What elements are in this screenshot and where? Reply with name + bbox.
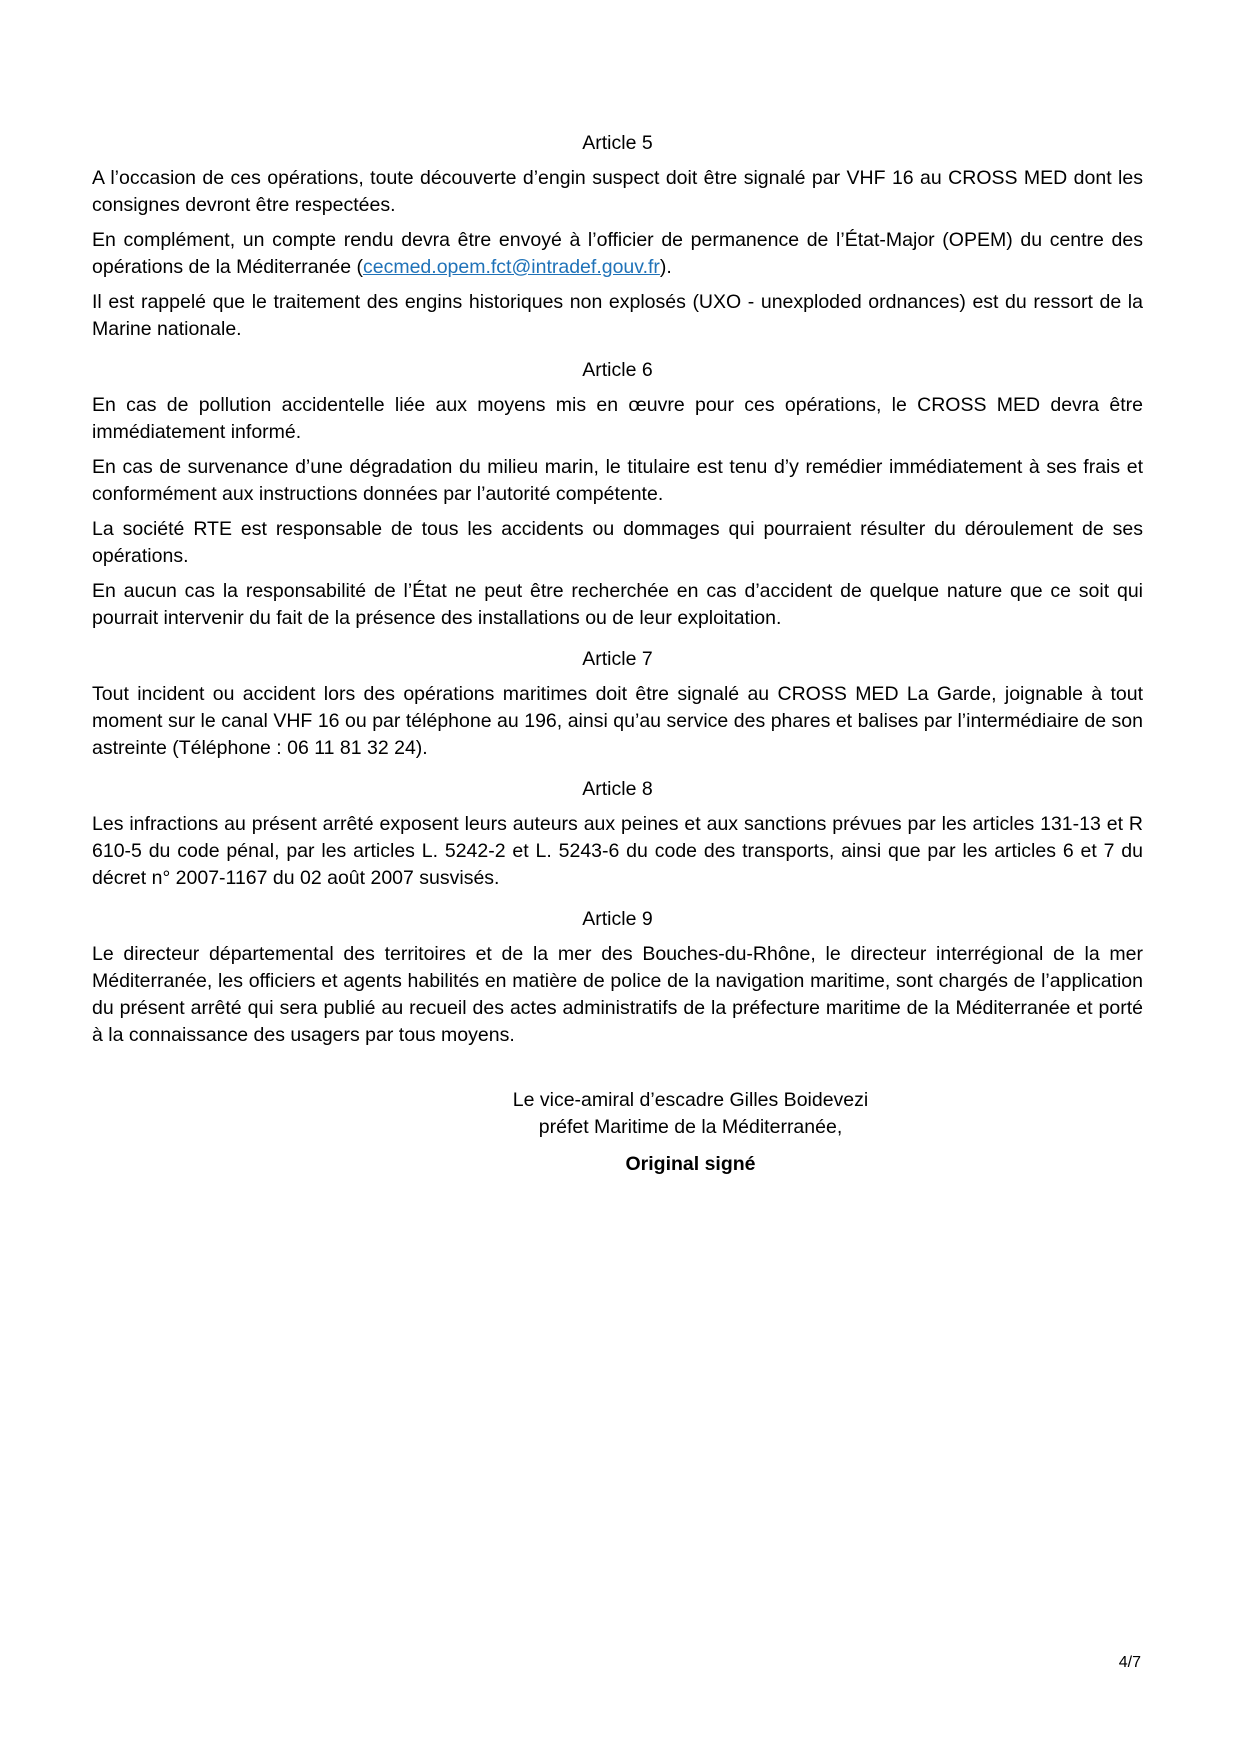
paragraph: En cas de pollution accidentelle liée aux moyens mis en œuvre pour ces opérations, le CROSS MED devra être immédiatement informé. [92,394,1143,443]
article-8-heading: Article 8 [582,778,653,800]
paragraph-text-before-link: En complément, un compte rendu devra être envoyé à l’officier de permanence de l’État-Major (OPEM) du centre des opérations de la Méditerranée ( [92,229,1143,278]
paragraph: Les infractions au présent arrêté exposent leurs auteurs aux peines et aux sanctions prévues par les articles 131-13 et R 610-5 du code pénal, par les articles L. 5242-2 et L. 5243-6 du code des transports, ainsi que par les articles 6 et 7 du décret n° 2007-1167 du 02 août 2007 susvisés. [92,813,1143,889]
article-7-section [92,646,1143,762]
page-number: 4/7 [1118,1654,1141,1671]
signature-name-line: Le vice-amiral d’escadre Gilles Boidevezi [512,1089,869,1111]
signature-original-signed: Original signé [625,1153,756,1175]
paragraph-text-after-link: ). [659,256,672,278]
article-6-section [92,357,1143,632]
article-5-section [92,130,1143,343]
article-8-section [92,776,1143,892]
paragraph: A l’occasion de ces opérations, toute découverte d’engin suspect doit être signalé par VHF 16 au CROSS MED dont les consignes devront être respectées. [92,167,1143,216]
article-9-section [92,906,1143,1049]
paragraph: Tout incident ou accident lors des opérations maritimes doit être signalé au CROSS MED La Garde, joignable à tout moment sur le canal VHF 16 ou par téléphone au 196, ainsi qu’au service des phares et balises par l’intermédiaire de son astreinte (Téléphone : 06 11 81 32 24). [92,683,1143,759]
article-5-heading: Article 5 [582,132,653,154]
paragraph: La société RTE est responsable de tous les accidents ou dommages qui pourraient résulter du déroulement de ses opérations. [92,518,1143,567]
email-link[interactable]: cecmed.opem.fct@intradef.gouv.fr [363,256,660,278]
article-6-heading: Article 6 [582,359,653,381]
article-9-heading: Article 9 [582,908,653,930]
signature-title-line: préfet Maritime de la Méditerranée, [538,1116,843,1138]
paragraph: En cas de survenance d’une dégradation du milieu marin, le titulaire est tenu d’y remédier immédiatement à ses frais et conformément aux instructions données par l’autorité compétente. [92,456,1143,505]
paragraph: Le directeur départemental des territoires et de la mer des Bouches-du-Rhône, le directeur interrégional de la mer Méditerranée, les officiers et agents habilités en matière de police de la navigation maritime, sont chargés de l’application du présent arrêté qui sera publié au recueil des actes administratifs de la préfecture maritime de la Méditerranée et porté à la connaissance des usagers par tous moyens. [92,943,1143,1046]
paragraph: En aucun cas la responsabilité de l’État ne peut être recherchée en cas d’accident de quelque nature que ce soit qui pourrait intervenir du fait de la présence des installations ou de leur exploitation. [92,580,1143,629]
paragraph-with-link [92,227,1143,281]
document-content [92,130,1143,1178]
signature-block [165,1087,1216,1178]
paragraph: Il est rappelé que le traitement des engins historiques non explosés (UXO - unexploded ordnances) est du ressort de la Marine nationale. [92,291,1143,340]
article-7-heading: Article 7 [582,648,653,670]
